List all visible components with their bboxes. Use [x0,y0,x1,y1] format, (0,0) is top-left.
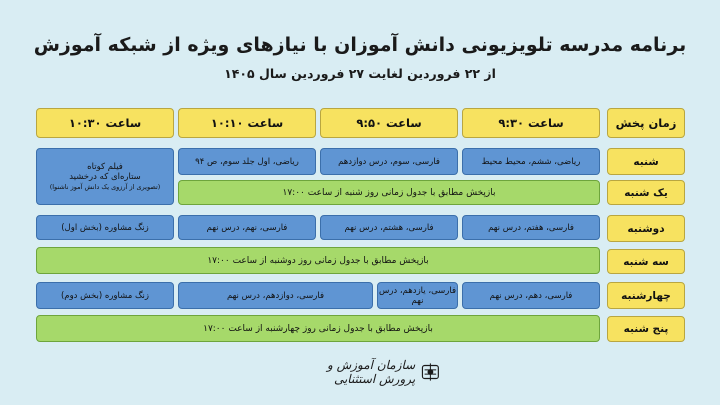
time-header-930: ساعت ۹:۳۰ [462,108,600,138]
program-cell: ریاضی، ششم، محیط محیط [462,148,600,175]
page-title: برنامه مدرسه تلویزیونی دانش آموزان با نیازهای ویژه از شبکه آموزش [33,34,687,56]
program-cell: فارسی، نهم، درس نهم [178,215,316,240]
program-cell: فارسی، هفتم، درس نهم [462,215,600,240]
time-header-950: ساعت ۹:۵۰ [320,108,458,138]
counseling-cell: زنگ مشاوره (بخش دوم) [36,282,174,309]
program-cell: فارسی، هشتم، درس نهم [320,215,458,240]
rebroadcast-bar: بازپخش مطابق با جدول زمانی روز چهارشنبه از ساعت ۱۷:۰۰ [36,315,600,342]
program-cell: فارسی، دوازدهم، درس نهم [178,282,373,309]
time-header-1010: ساعت ۱۰:۱۰ [178,108,316,138]
organization-emblem-icon [421,357,440,387]
page-subtitle: از ۲۲ فروردین لغایت ۲۷ فروردین سال ۱۴۰۵ [224,66,496,81]
program-cell: فارسی، یازدهم، درس نهم [377,282,458,309]
organization-logo [290,352,440,392]
day-saturday: شنبه [607,148,685,175]
time-header-1030: ساعت ۱۰:۳۰ [36,108,174,138]
day-column-header: زمان پخش [607,108,685,138]
program-cell: ریاضی، اول جلد سوم، ص ۹۴ [178,148,316,175]
counseling-cell: زنگ مشاوره (بخش اول) [36,215,174,240]
program-cell: فارسی، دهم، درس نهم [462,282,600,309]
film-title: ستاره‌ای که درخشید [69,172,141,183]
day-monday: دوشنبه [607,215,685,242]
organization-name: سازمان آموزش و پرورش استثنایی [326,358,416,386]
day-wednesday: چهارشنبه [607,282,685,309]
rebroadcast-bar: بازپخش مطابق با جدول زمانی روز دوشنبه از ساعت ۱۷:۰۰ [36,247,600,274]
day-tuesday: سه شنبه [607,249,685,274]
day-sunday: یک شنبه [607,180,685,205]
short-film-cell [36,148,174,205]
program-cell: فارسی، سوم، درس دوازدهم [320,148,458,175]
rebroadcast-bar: بازپخش مطابق با جدول زمانی روز شنبه از ساعت ۱۷:۰۰ [178,180,600,205]
day-thursday: پنج شنبه [607,316,685,342]
film-description: (تصویری از آرزوی یک دانش آموز ناشنوا) [49,183,161,192]
film-label: فیلم کوتاه [87,161,123,172]
